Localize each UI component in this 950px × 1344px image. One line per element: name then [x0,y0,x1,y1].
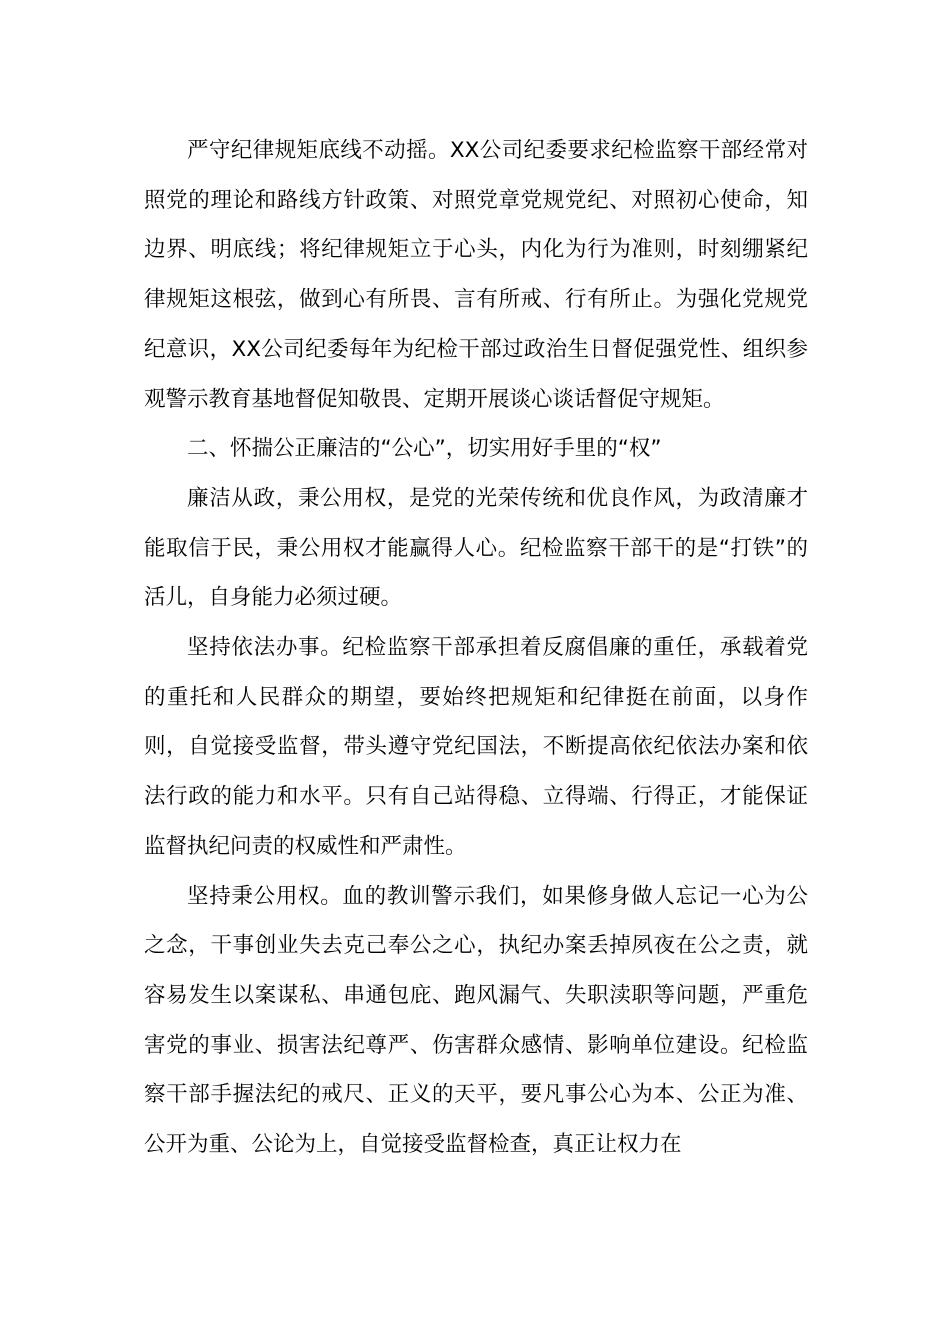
paragraph-act-according-to-law: 坚持依法办事。纪检监察干部承担着反腐倡廉的重任，承载着党的重托和人民群众的期望，要始终把规矩和纪律挺在前面，以身作则，自觉接受监督，带头遵守党纪国法，不断提高依纪依法办案和依法行政的能力和水平。只有自己站得稳、立得端、行得正，才能保证监督执纪问责的权威性和严肃性。 [144,635,808,859]
document-body [144,126,808,1170]
section-heading-two: 二、怀揣公正廉洁的“公心”，切实用好手里的“权” [187,436,662,462]
paragraph-integrity-intro: 廉洁从政，秉公用权，是党的光荣传统和优良作风，为政清廉才能取信于民，秉公用权才能赢得人心。纪检监察干部干的是“打铁”的活儿，自身能力必须过硬。 [144,485,808,611]
paragraph-discipline-bottom-line: 严守纪律规矩底线不动摇。XX公司纪委要求纪检监察干部经常对照党的理论和路线方针政策、对照党章党规党纪、对照初心使命，知边界、明底线；将纪律规矩立于心头，内化为行为准则，时刻绷紧纪律规矩这根弦，做到心有所畏、言有所戒、行有所止。为强化党规党纪意识，XX公司纪委每年为纪检干部过政治生日督促强党性、组织参观警示教育基地督促知敬畏、定期开展谈心谈话督促守规矩。 [144,138,808,412]
paragraph-use-power-impartially: 坚持秉公用权。血的教训警示我们，如果修身做人忘记一心为公之念，干事创业失去克己奉公之心，执纪办案丢掉夙夜在公之责，就容易发生以案谋私、串通包庇、跑风漏气、失职渎职等问题，严重危害党的事业、损害法纪尊严、伤害群众感情、影响单位建设。纪检监察干部手握法纪的戒尺、正义的天平，要凡事公心为本、公正为准、公开为重、公论为上，自觉接受监督检查，真正让权力在 [144,883,808,1158]
